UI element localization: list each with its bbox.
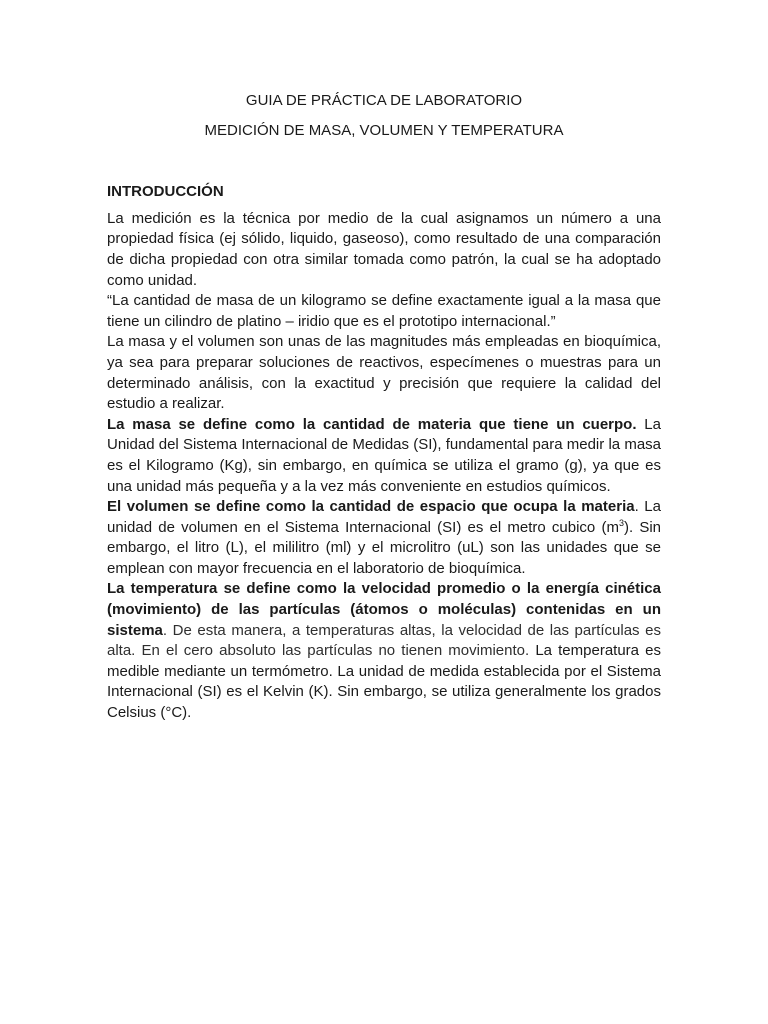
document-subtitle: MEDICIÓN DE MASA, VOLUMEN Y TEMPERATURA xyxy=(204,121,564,139)
volumen-text-b: ). Sin embargo, el litro (L), el mililitro (ml) y el microlitro (uL) son las unidades que se emplean con mayor frecuencia en el laboratorio de bioquímica. xyxy=(107,518,661,577)
paragraph-temperatura xyxy=(107,579,661,723)
temperatura-text-b: La temperatura es medible mediante un termómetro. La unidad de medida establecida por el Sistema Internacional (SI) es el Kelvin (K). Sin embargo, se utiliza generalmente los grados Celsius (°C). xyxy=(107,642,661,722)
cubic-superscript: 3 xyxy=(618,517,624,528)
masa-text: La Unidad del Sistema Internacional de Medidas (SI), fundamental para medir la masa es el Kilogramo (Kg), sin embargo, en química se utiliza el gramo (g), ya que es una unidad más pequeña y a la vez más conveniente en estudios químicos. xyxy=(107,415,661,495)
document-title: GUIA DE PRÁCTICA DE LABORATORIO xyxy=(245,92,523,109)
paragraph-magnitudes: La masa y el volumen son unas de las magnitudes más empleadas en bioquímica, ya sea para preparar soluciones de reactivos, especímenes o muestras para un determinado análisis, con la exactitud y precisión que requiere la calidad del estudio a realizar. xyxy=(107,333,661,413)
section-heading: INTRODUCCIÓN xyxy=(107,183,224,201)
paragraph-masa xyxy=(107,415,661,497)
document-page xyxy=(107,91,661,724)
volumen-definition: El volumen se define como la cantidad de espacio que ocupa la materia xyxy=(107,498,635,516)
paragraph-medicion: La medición es la técnica por medio de la cual asignamos un número a una propiedad física (ej sólido, liquido, gaseoso), como resultado de una comparación de dicha propiedad con otra similar tomada como patrón, la cual se ha adoptado como unidad. xyxy=(107,209,661,289)
temperatura-definition: La temperatura se define como la velocidad promedio o la energía cinética (movimiento) de las partículas (átomos o moléculas) contenidas en un sistema xyxy=(107,580,661,639)
paragraph-quote: “La cantidad de masa de un kilogramo se define exactamente igual a la masa que tiene un cilindro de platino – iridio que es el prototipo internacional.” xyxy=(107,292,661,330)
volumen-text-a: . La unidad de volumen en el Sistema Internacional (SI) es el metro cubico (m xyxy=(107,498,661,536)
paragraph-volumen xyxy=(107,497,661,579)
masa-definition: La masa se define como la cantidad de materia que tiene un cuerpo. xyxy=(107,415,637,433)
temperatura-text-a: . De esta manera, a temperaturas altas, la velocidad de las partículas es alta. En el cero absoluto las partículas no tienen movimiento. xyxy=(107,621,661,660)
